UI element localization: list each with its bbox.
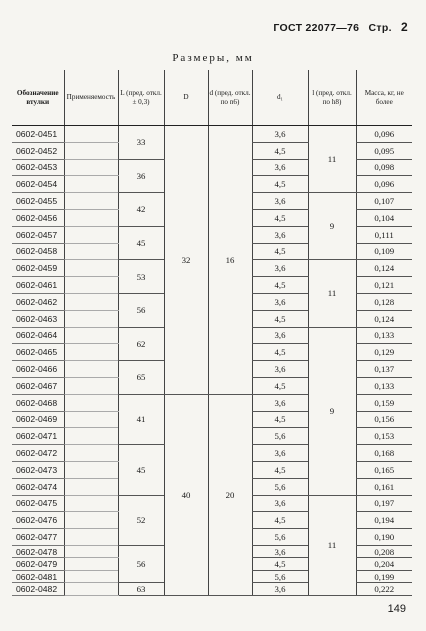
cell-application [64,243,118,260]
cell-d1: 3,6 [252,495,308,512]
cell-application [64,176,118,193]
cell-designation: 0602-0481 [12,570,64,583]
cell-mass: 0,168 [356,445,412,462]
cell-mass: 0,107 [356,193,412,210]
cell-application [64,126,118,143]
cell-mass: 0,133 [356,377,412,394]
cell-designation: 0602-0473 [12,461,64,478]
cell-d1: 4,5 [252,344,308,361]
cell-designation: 0602-0476 [12,512,64,529]
cell-l: 11 [308,126,356,193]
cell-mass: 0,096 [356,126,412,143]
cell-mass: 0,204 [356,558,412,571]
cell-mass: 0,197 [356,495,412,512]
cell-application [64,226,118,243]
cell-L: 65 [118,361,164,395]
cell-d1: 5,6 [252,428,308,445]
cell-application [64,545,118,558]
cell-application [64,142,118,159]
dimensions-table [12,70,412,596]
cell-application [64,344,118,361]
cell-mass: 0,199 [356,570,412,583]
cell-application [64,558,118,571]
cell-designation: 0602-0467 [12,377,64,394]
cell-designation: 0602-0482 [12,583,64,596]
cell-mass: 0,153 [356,428,412,445]
cell-d1: 3,6 [252,260,308,277]
cell-application [64,260,118,277]
cell-d1: 4,5 [252,461,308,478]
cell-d1: 4,5 [252,243,308,260]
cell-application [64,209,118,226]
cell-d1: 4,5 [252,411,308,428]
cell-mass: 0,124 [356,260,412,277]
cell-l: 9 [308,193,356,260]
table-title: Размеры, мм [172,52,254,64]
cell-d1: 4,5 [252,176,308,193]
cell-designation: 0602-0478 [12,545,64,558]
cell-l: 9 [308,327,356,495]
cell-L: 42 [118,193,164,227]
cell-mass: 0,133 [356,327,412,344]
cell-L: 56 [118,545,164,583]
cell-L: 45 [118,226,164,260]
cell-d1: 3,6 [252,445,308,462]
cell-d1: 5,6 [252,478,308,495]
cell-L: 45 [118,445,164,495]
cell-designation: 0602-0458 [12,243,64,260]
cell-d1: 3,6 [252,193,308,210]
cell-designation: 0602-0455 [12,193,64,210]
cell-mass: 0,159 [356,394,412,411]
cell-mass: 0,137 [356,361,412,378]
cell-L: 41 [118,394,164,444]
cell-D: 32 [164,126,208,395]
cell-l: 11 [308,260,356,327]
col-application: Применяемость [64,70,118,126]
cell-application [64,293,118,310]
cell-application [64,193,118,210]
cell-designation: 0602-0454 [12,176,64,193]
cell-d1: 3,6 [252,226,308,243]
cell-mass: 0,190 [356,529,412,546]
cell-mass: 0,156 [356,411,412,428]
cell-designation: 0602-0463 [12,310,64,327]
cell-application [64,411,118,428]
cell-mass: 0,096 [356,176,412,193]
cell-mass: 0,124 [356,310,412,327]
col-designation: Обозначение втулки [12,70,64,126]
cell-L: 52 [118,495,164,545]
cell-application [64,310,118,327]
cell-designation: 0602-0462 [12,293,64,310]
cell-mass: 0,111 [356,226,412,243]
cell-mass: 0,121 [356,277,412,294]
cell-d1: 3,6 [252,159,308,176]
cell-application [64,361,118,378]
cell-application [64,478,118,495]
cell-d1: 4,5 [252,142,308,159]
document-header [267,20,408,34]
cell-d: 20 [208,394,252,595]
cell-application [64,529,118,546]
page-label: Стр. [368,22,392,34]
cell-application [64,495,118,512]
cell-designation: 0602-0452 [12,142,64,159]
cell-d1: 5,6 [252,529,308,546]
cell-L: 63 [118,583,164,596]
cell-designation: 0602-0468 [12,394,64,411]
cell-d1: 4,5 [252,277,308,294]
cell-mass: 0,165 [356,461,412,478]
cell-mass: 0,104 [356,209,412,226]
page-indicator: 2 [401,20,408,34]
cell-d1: 3,6 [252,126,308,143]
cell-d1: 4,5 [252,209,308,226]
gost-number: ГОСТ 22077—76 [273,22,360,34]
cell-d: 16 [208,126,252,395]
cell-designation: 0602-0479 [12,558,64,571]
cell-mass: 0,194 [356,512,412,529]
cell-designation: 0602-0475 [12,495,64,512]
cell-d1: 4,5 [252,558,308,571]
cell-designation: 0602-0464 [12,327,64,344]
cell-d1: 5,6 [252,570,308,583]
cell-designation: 0602-0451 [12,126,64,143]
cell-mass: 0,208 [356,545,412,558]
cell-designation: 0602-0453 [12,159,64,176]
cell-d1: 4,5 [252,512,308,529]
cell-mass: 0,129 [356,344,412,361]
cell-application [64,445,118,462]
cell-designation: 0602-0466 [12,361,64,378]
cell-designation: 0602-0461 [12,277,64,294]
cell-mass: 0,098 [356,159,412,176]
cell-L: 53 [118,260,164,294]
cell-L: 33 [118,126,164,160]
cell-d1: 3,6 [252,361,308,378]
cell-L: 36 [118,159,164,193]
cell-mass: 0,109 [356,243,412,260]
col-L: L (пред. откл. ± 0,3) [118,70,164,126]
cell-mass: 0,161 [356,478,412,495]
cell-application [64,394,118,411]
page-number: 149 [387,603,406,615]
cell-d1: 4,5 [252,310,308,327]
col-l: l (пред. откл. по h8) [308,70,356,126]
cell-designation: 0602-0459 [12,260,64,277]
cell-L: 56 [118,293,164,327]
cell-application [64,570,118,583]
cell-application [64,461,118,478]
col-mass: Масса, кг, не более [356,70,412,126]
col-d1: d₁ [252,70,308,126]
cell-D: 40 [164,394,208,595]
cell-designation: 0602-0457 [12,226,64,243]
cell-d1: 3,6 [252,545,308,558]
cell-designation: 0602-0469 [12,411,64,428]
cell-designation: 0602-0456 [12,209,64,226]
cell-designation: 0602-0477 [12,529,64,546]
cell-d1: 3,6 [252,327,308,344]
cell-application [64,277,118,294]
cell-application [64,159,118,176]
cell-designation: 0602-0471 [12,428,64,445]
cell-designation: 0602-0472 [12,445,64,462]
cell-application [64,512,118,529]
cell-l: 11 [308,495,356,595]
cell-application [64,377,118,394]
cell-L: 62 [118,327,164,361]
cell-application [64,327,118,344]
col-d: d (пред. откл. по n6) [208,70,252,126]
cell-designation: 0602-0474 [12,478,64,495]
cell-mass: 0,095 [356,142,412,159]
cell-d1: 4,5 [252,377,308,394]
cell-application [64,428,118,445]
cell-application [64,583,118,596]
cell-designation: 0602-0465 [12,344,64,361]
cell-mass: 0,128 [356,293,412,310]
cell-mass: 0,222 [356,583,412,596]
cell-d1: 3,6 [252,583,308,596]
cell-d1: 3,6 [252,394,308,411]
cell-d1: 3,6 [252,293,308,310]
col-D: D [164,70,208,126]
